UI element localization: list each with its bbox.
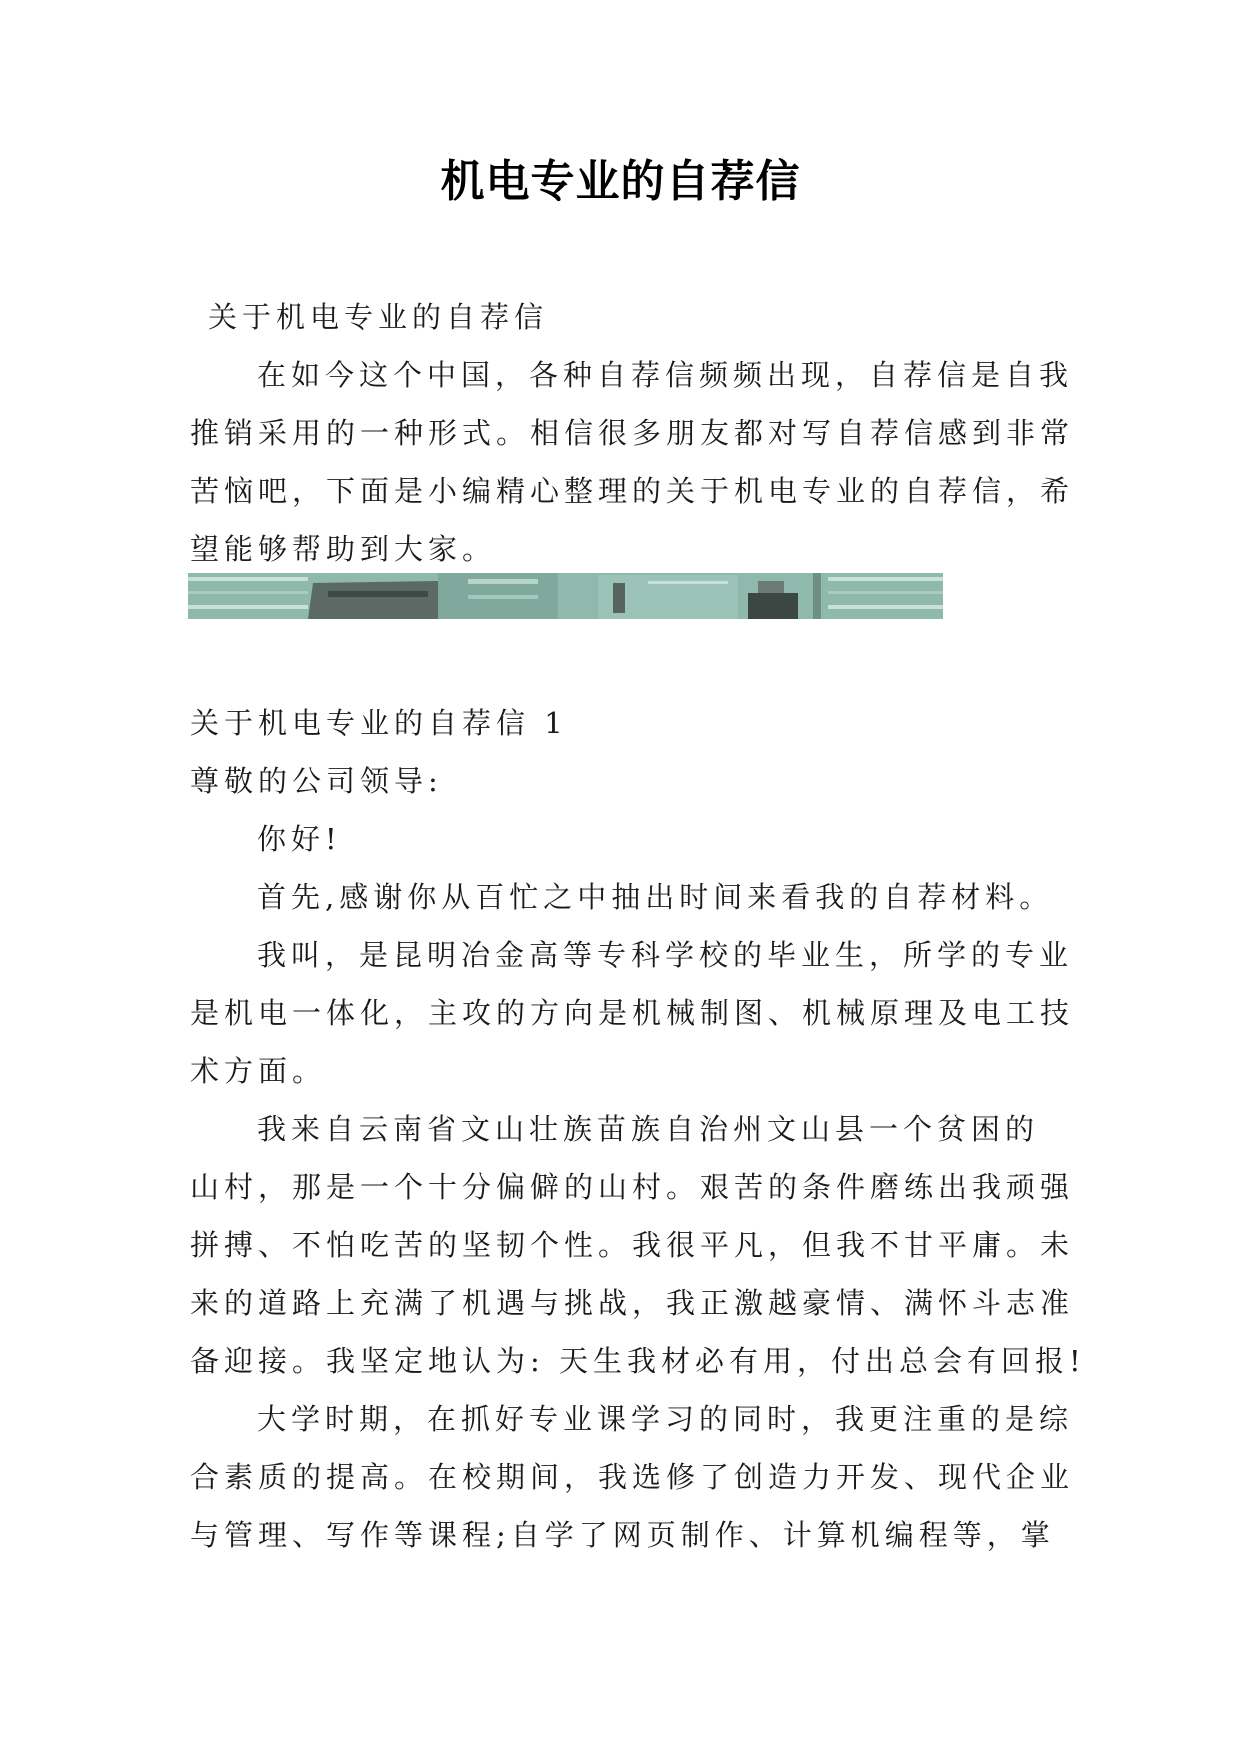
letter-line: 山村，那是一个十分偏僻的山村。艰苦的条件磨练出我顽强 [190,1170,1075,1204]
intro-heading: 关于机电专业的自荐信 [208,300,549,334]
letter-body [190,868,1086,1564]
intro-line: 推销采用的一种形式。相信很多朋友都对写自荐信感到非常 [190,416,1075,450]
letter-line: 合素质的提高。在校期间，我选修了创造力开发、现代企业 [190,1460,1075,1494]
intro-line: 望能够帮助到大家。 [190,532,497,566]
letter-line: 我叫，是昆明冶金高等专科学校的毕业生，所学的专业 [257,938,1074,972]
letter-salutation: 尊敬的公司领导: [190,764,443,798]
machinery-photo-icon [188,573,943,619]
intro-line: 苦恼吧，下面是小编精心整理的关于机电专业的自荐信，希 [190,474,1075,508]
letter-line: 是机电一体化，主攻的方向是机械制图、机械原理及电工技 [190,996,1075,1030]
letter-line: 我来自云南省文山壮族苗族自治州文山县一个贫困的 [257,1112,1040,1146]
letter-line: 来的道路上充满了机遇与挑战，我正激越豪情、满怀斗志准 [190,1286,1075,1320]
intro-line: 在如今这个中国，各种自荐信频频出现，自荐信是自我 [257,358,1074,392]
letter-line: 首先,感谢你从百忙之中抽出时间来看我的自荐材料。 [257,880,1054,914]
letter-line: 与管理、写作等课程;自学了网页制作、计算机编程等，掌 [190,1518,1055,1552]
letter-heading: 关于机电专业的自荐信 1 [190,706,568,740]
letter-line: 备迎接。我坚定地认为: 天生我材必有用，付出总会有回报! [190,1344,1086,1378]
letter-greeting: 你好! [257,822,342,856]
letter-section [190,694,1086,1564]
letter-line: 拼搏、不怕吃苦的坚韧个性。我很平凡，但我不甘平庸。未 [190,1228,1075,1262]
machinery-photo-strip [188,573,943,619]
intro-section [190,288,1075,578]
letter-line: 术方面。 [190,1054,327,1088]
letter-line: 大学时期，在抓好专业课学习的同时，我更注重的是综 [257,1402,1074,1436]
page-title: 机电专业的自荐信 [440,156,801,207]
